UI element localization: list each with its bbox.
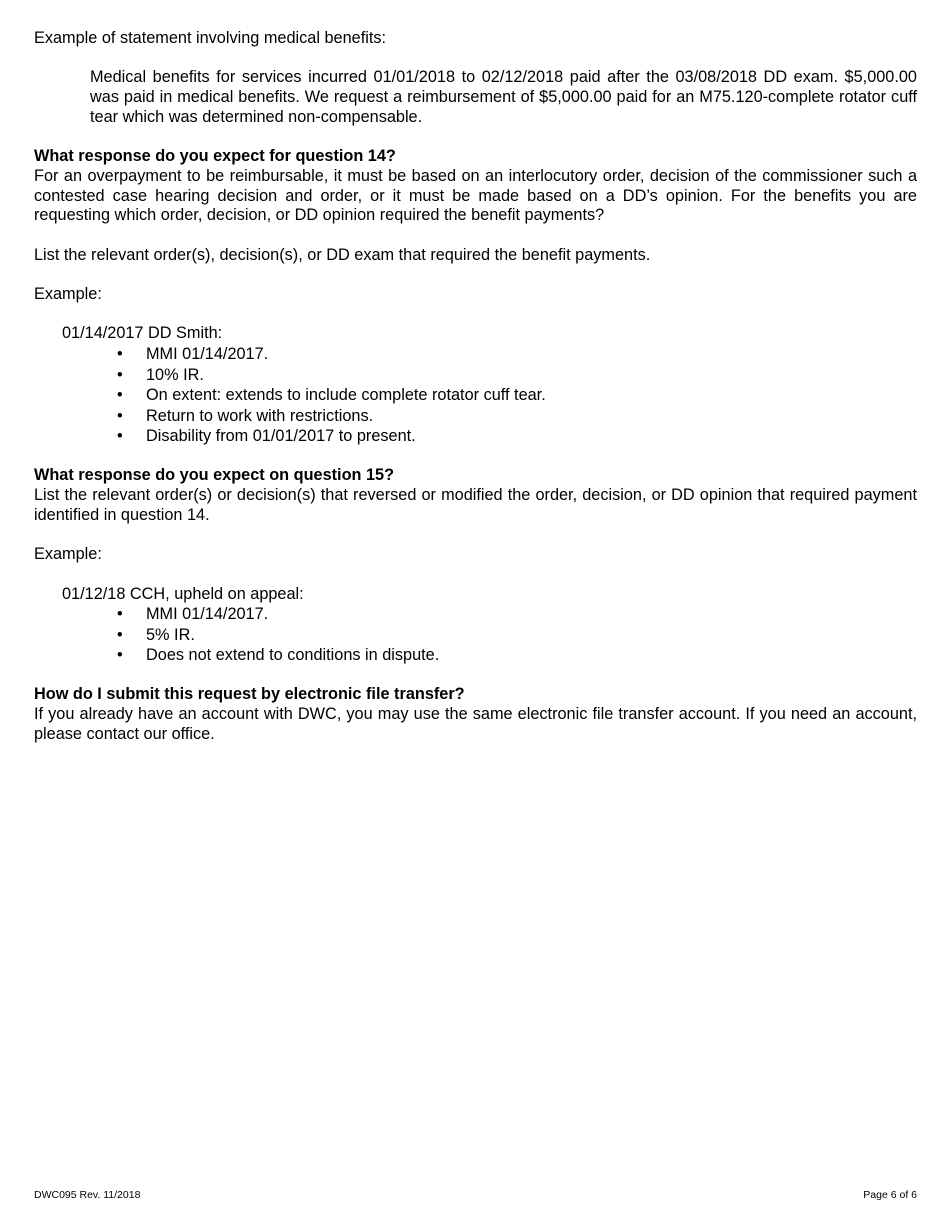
bullet-icon: •: [117, 605, 123, 624]
medical-example-statement: Medical benefits for services incurred 01/01/2018 to 02/12/2018 paid after the 03/08/2018 DD exam. $5,000.00 was paid in medical benefits. We request a reimbursement of $5,000.00 paid for an M75.120-complete rotator cuff tear which was determined non-compensable.: [90, 68, 917, 126]
list-item: • Return to work with restrictions.: [117, 406, 374, 425]
list-item: • On extent: extends to include complete rotator cuff tear.: [117, 386, 546, 405]
question-15-heading: What response do you expect on question 15?: [34, 466, 395, 485]
question-15-example-title: 01/12/18 CCH, upheld on appeal:: [62, 584, 304, 603]
question-14-example-label: Example:: [34, 285, 102, 304]
list-item: • MMI 01/14/2017.: [117, 605, 269, 624]
form-id: DWC095 Rev. 11/2018: [34, 1189, 141, 1201]
document-page: [34, 29, 917, 745]
eft-body: If you already have an account with DWC, you may use the same electronic file transfer account. If you need an account, please contact our office.: [34, 705, 917, 743]
bullet-icon: •: [117, 406, 123, 425]
question-14-instruction: List the relevant order(s), decision(s), or DD exam that required the benefit payments.: [34, 245, 651, 264]
question-15-example-label: Example:: [34, 545, 102, 564]
list-item: • 5% IR.: [117, 625, 195, 644]
question-14-heading: What response do you expect for question 14?: [34, 147, 396, 166]
question-14-example-list: [34, 344, 917, 447]
question-14-body: For an overpayment to be reimbursable, it must be based on an interlocutory order, decision of the commissioner such a contested case hearing decision and order, or it must be made based on a DD’s opinion. For the benefits you are requesting which order, decision, or DD opinion required the benefit payments?: [34, 166, 917, 225]
question-15-example-list: [34, 604, 917, 666]
bullet-icon: •: [117, 365, 123, 384]
list-item: • Does not extend to conditions in dispute.: [117, 646, 440, 665]
bullet-icon: •: [117, 625, 123, 644]
list-item: • 10% IR.: [117, 365, 204, 384]
bullet-icon: •: [117, 345, 123, 364]
bullet-icon: •: [117, 646, 123, 665]
bullet-icon: •: [117, 386, 123, 405]
question-15-body: List the relevant order(s) or decision(s) that reversed or modified the order, decision, or DD opinion that required payment identified in question 14.: [34, 486, 917, 524]
list-item: • Disability from 01/01/2017 to present.: [117, 427, 416, 446]
eft-heading: How do I submit this request by electronic file transfer?: [34, 685, 465, 704]
medical-example-label: Example of statement involving medical benefits:: [34, 29, 387, 47]
list-item: • MMI 01/14/2017.: [117, 345, 269, 364]
page-number: Page 6 of 6: [863, 1189, 917, 1201]
bullet-icon: •: [117, 427, 123, 446]
question-14-example-title: 01/14/2017 DD Smith:: [62, 324, 223, 343]
